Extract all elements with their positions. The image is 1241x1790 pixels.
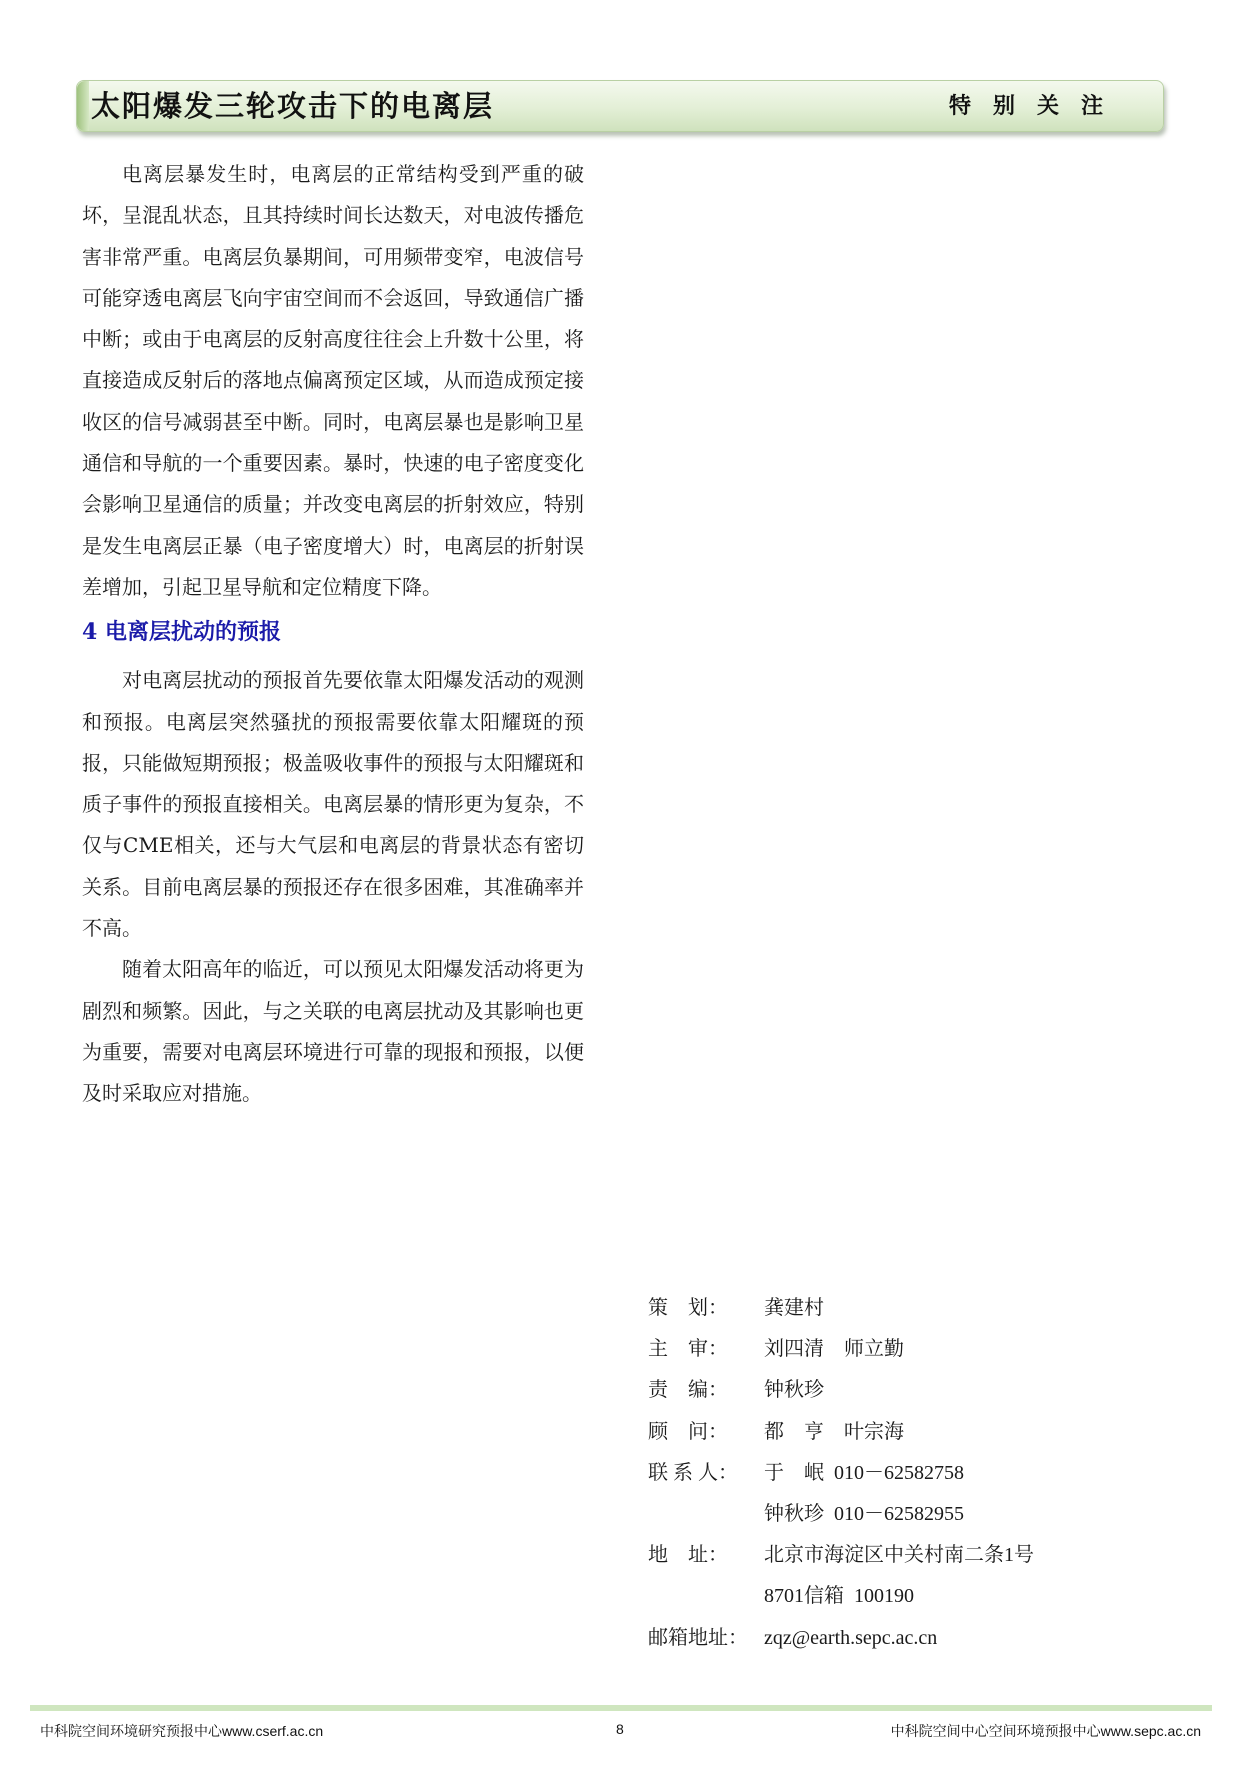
body-paragraph: 电离层暴发生时，电离层的正常结构受到严重的破坏，呈混乱状态，且其持续时间长达数天，对电波传播危害非常严重。电离层负暴期间，可用频带变窄，电波信号可能穿透电离层飞向宇宙空间而不会返回，导致通信广播中断；或由于电离层的反射高度往往会上升数十公里，将直接造成反射后的落地点偏离预定区域，从而造成预定接收区的信号减弱甚至中断。同时，电离层暴也是影响卫星通信和导航的一个重要因素。暴时，快速的电子密度变化会影响卫星通信的质量；并改变电离层的折射效应，特别是发生电离层正暴（电子密度增大）时，电离层的折射误差增加，引起卫星导航和定位精度下降。 xyxy=(82,162,584,599)
credit-row xyxy=(648,1370,1148,1411)
credit-label: 邮箱地址： xyxy=(648,1626,748,1649)
credit-row xyxy=(648,1535,1148,1576)
credit-label: 责 编： xyxy=(648,1379,728,1402)
credit-row xyxy=(648,1288,1148,1329)
credit-label: 顾 问： xyxy=(648,1420,728,1443)
credit-value: 北京市海淀区中关村南二条1号 xyxy=(764,1544,1034,1567)
credit-value: 都 亨 叶宗海 xyxy=(764,1420,904,1443)
footer-divider xyxy=(30,1705,1212,1711)
footer-left-text: 中科院空间环境研究预报中心www.cserf.ac.cn xyxy=(40,1723,324,1739)
credit-row xyxy=(648,1618,1148,1659)
body-paragraph: 随着太阳高年的临近，可以预见太阳爆发活动将更为剧烈和频繁。因此，与之关联的电离层扰动及其影响也更为重要，需要对电离层环境进行可靠的现报和预报，以便及时采取应对措施。 xyxy=(82,957,584,1106)
credit-value: 钟秋珍 xyxy=(764,1379,824,1402)
credit-row xyxy=(648,1453,1148,1494)
credit-row xyxy=(648,1494,1148,1535)
credit-row xyxy=(648,1412,1148,1453)
page-header-bar xyxy=(76,80,1164,132)
credit-label: 主 审： xyxy=(648,1338,728,1361)
credit-label xyxy=(648,1494,764,1535)
credit-label: 联 系 人： xyxy=(648,1461,738,1484)
section-label: 特别关注 xyxy=(948,93,1125,119)
credit-value: 8701信箱 100190 xyxy=(764,1585,914,1608)
article-title: 太阳爆发三轮攻击下的电离层 xyxy=(91,89,495,123)
email-address: zqz@earth.sepc.ac.cn xyxy=(764,1626,938,1649)
credit-value: 于 岷 010－62582758 xyxy=(764,1461,964,1484)
credit-value: 钟秋珍 010－62582955 xyxy=(764,1503,964,1526)
section-heading: 4 电离层扰动的预报 xyxy=(82,619,281,646)
credit-value: 刘四清 师立勤 xyxy=(764,1338,904,1361)
credit-label: 地 址： xyxy=(648,1544,728,1567)
editorial-credits xyxy=(648,1288,1148,1659)
credit-value: 龚建村 xyxy=(764,1297,824,1319)
credit-label xyxy=(648,1576,764,1617)
footer-right-text: 中科院空间中心空间环境预报中心www.sepc.ac.cn xyxy=(890,1723,1201,1739)
header-accent-strip xyxy=(77,81,89,131)
article-body xyxy=(82,154,584,1115)
credit-row xyxy=(648,1329,1148,1370)
credit-label: 策 划： xyxy=(648,1297,728,1319)
body-paragraph: 对电离层扰动的预报首先要依靠太阳爆发活动的观测和预报。电离层突然骚扰的预报需要依靠太阳耀斑的预报，只能做短期预报；极盖吸收事件的预报与太阳耀斑和质子事件的预报直接相关。电离层暴的情形更为复杂，不仅与CME相关，还与大气层和电离层的背景状态有密切关系。目前电离层暴的预报还存在很多困难，其准确率并不高。 xyxy=(82,668,584,941)
page-number: 8 xyxy=(616,1721,624,1737)
credit-row xyxy=(648,1576,1148,1617)
